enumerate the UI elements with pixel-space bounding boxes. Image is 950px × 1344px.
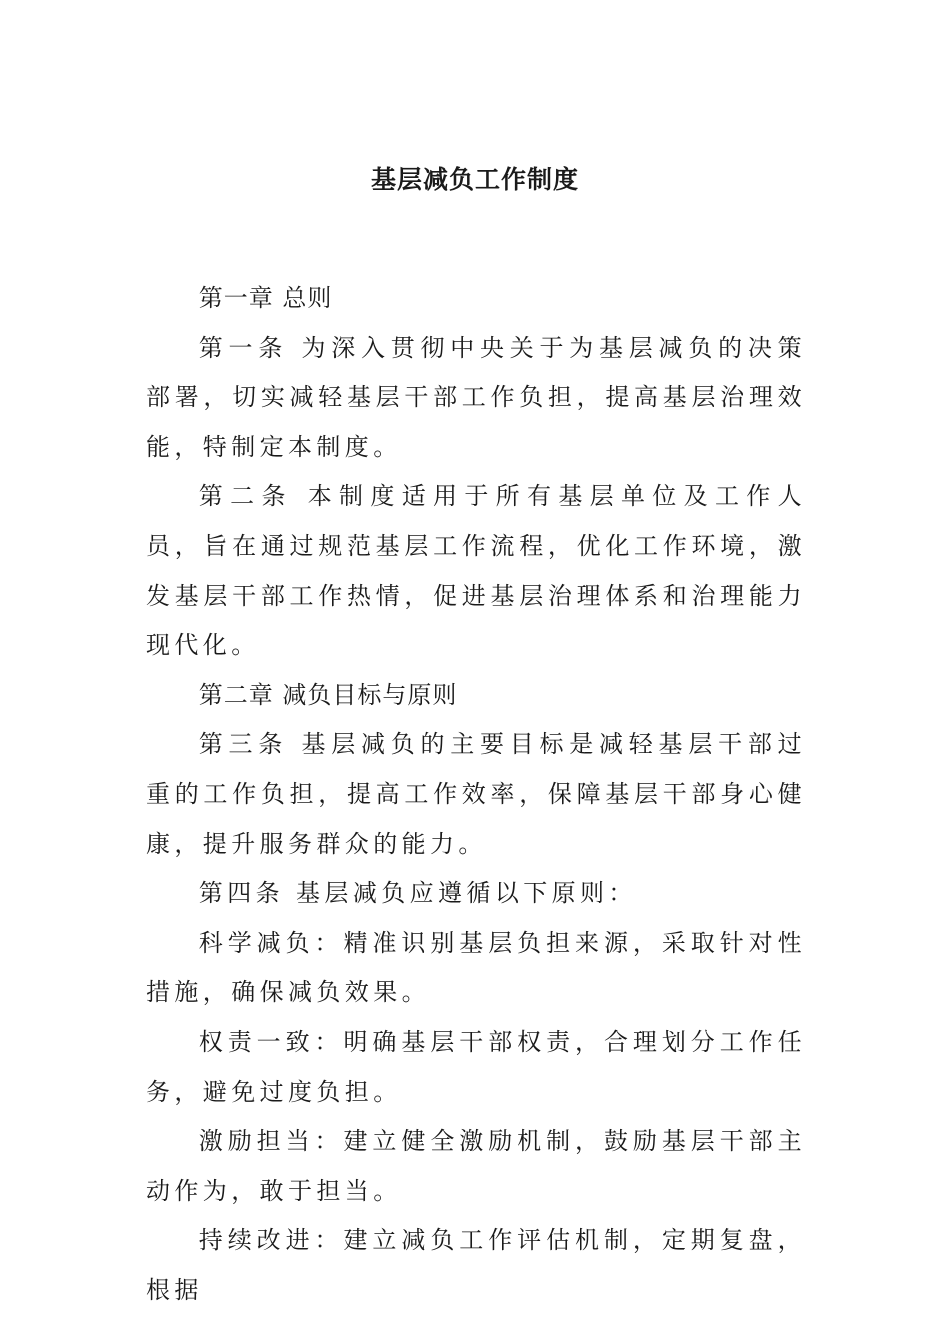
document-body xyxy=(146,274,806,1315)
principle-paragraph: 科学减负：精准识别基层负担来源，采取针对性措施，确保减负效果。 xyxy=(146,928,806,1007)
chapter-heading: 第二章 减负目标与原则 xyxy=(198,680,458,709)
article-paragraph: 第四条 基层减负应遵循以下原则： xyxy=(198,879,637,908)
chapter-heading: 第一章 总则 xyxy=(198,284,333,312)
principle-paragraph: 权责一致：明确基层干部权责，合理划分工作任务，避免过度负担。 xyxy=(146,1027,806,1106)
principle-paragraph: 持续改进：建立减负工作评估机制，定期复盘，根据 xyxy=(146,1226,806,1304)
article-paragraph: 第一条 为深入贯彻中央关于为基层减负的决策部署，切实减轻基层干部工作负担，提高基层治理效能，特制定本制度。 xyxy=(146,333,806,461)
document-title: 基层减负工作制度 xyxy=(370,165,579,194)
principle-paragraph: 激励担当：建立健全激励机制，鼓励基层干部主动作为，敢于担当。 xyxy=(146,1127,806,1205)
article-paragraph: 第二条 本制度适用于所有基层单位及工作人员，旨在通过规范基层工作流程，优化工作环境，激发基层干部工作热情，促进基层治理体系和治理能力现代化。 xyxy=(146,482,806,660)
article-paragraph: 第三条 基层减负的主要目标是减轻基层干部过重的工作负担，提高工作效率，保障基层干部身心健康，提升服务群众的能力。 xyxy=(146,730,806,858)
